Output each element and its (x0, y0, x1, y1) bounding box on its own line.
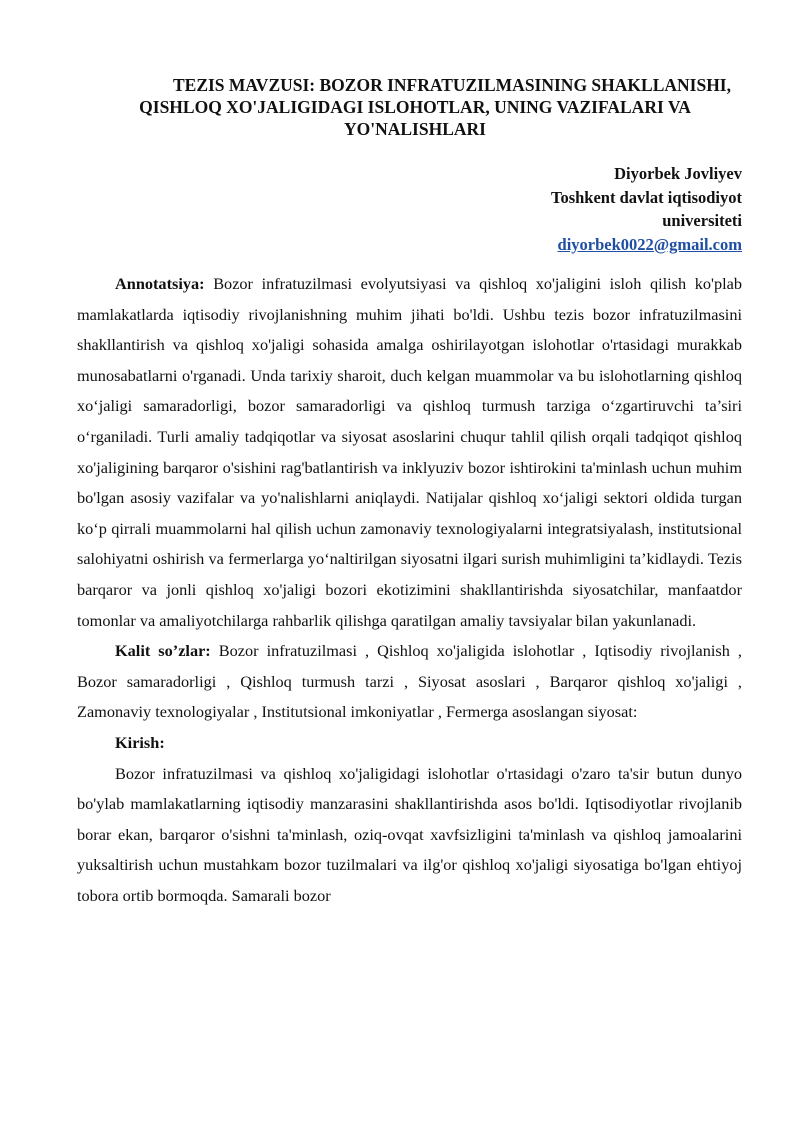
keywords-paragraph (77, 636, 742, 728)
introduction-paragraph: Bozor infratuzilmasi va qishloq xo'jaligidagi islohotlar o'rtasidagi o'zaro ta'sir butun dunyo bo'ylab mamlakatlarning iqtisodiy manzarasini shakllantirishda asos bo'ldi. Iqtisodiyotlar rivojlanib borar ekan, barqaror o'sishni ta'minlash, oziq-ovqat xavfsizligini ta'minlash va qishloq jamoalarini yuksaltirish uchun mustahkam bozor tuzilmalari va ilg'or qishloq xo'jaligi siyosatiga bo'lgan ehtiyoj tobora ortib bormoqda. Samarali bozor (77, 763, 742, 905)
author-affiliation-line-1: Toshkent davlat iqtisodiyot (550, 187, 742, 207)
title-line-2: QISHLOQ XO'JALIGIDAGI ISLOHOTLAR, UNING VAZIFALARI VA (139, 97, 691, 117)
author-email-link[interactable]: diyorbek0022@gmail.com (557, 234, 742, 254)
author-block (551, 162, 742, 256)
title-line-3: YO'NALISHLARI (344, 119, 486, 139)
author-name: Diyorbek Jovliyev (614, 164, 742, 183)
abstract-label: Annotatsiya: (115, 274, 205, 293)
introduction-heading: Kirish: (115, 732, 165, 752)
author-affiliation-line-2: universiteti (662, 211, 742, 230)
paper-body (77, 269, 742, 911)
keywords-text: Bozor infratuzilmasi , Qishloq xo'jaligida islohotlar , Iqtisodiy rivojlanish , Bozor samaradorligi , Qishloq turmush tarzi , Siyosat asoslari , Barqaror qishloq xo'jaligi , Zamonaviy texnologiyalar , Institutsional imkoniyatlar , Fermerga asoslangan siyosat: (77, 641, 742, 722)
title-line-1: TEZIS MAVZUSI: BOZOR INFRATUZILMASINING SHAKLLANISHI, (172, 75, 731, 95)
keywords-label: Kalit so’zlar: (115, 641, 211, 661)
abstract-paragraph (77, 269, 742, 636)
paper-title (95, 74, 735, 140)
abstract-text: Bozor infratuzilmasi evolyutsiyasi va qishloq xo'jaligini isloh qilish ko'plab mamlakatlarda iqtisodiy rivojlanishning muhim jihati bo'ldi. Ushbu tezis bozor infratuzilmasini shakllantirish va qishloq xo'jaligi sohasida amalga oshirilayotgan islohotlar o'rtasidagi murakkab munosabatlarni o'rganadi. Unda tarixiy sharoit, duch kelgan muammolar va bu islohotlarning qishloq xo‘jaligi samaradorligi, bozor samaradorligi va qishloq turmush tarziga o‘zgartiruvchi ta’siri o‘rganiladi. Turli amaliy tadqiqotlar va siyosat asoslarini chuqur tahlil qilish orqali tadqiqot qishloq xo'jaligining barqaror o'sishini rag'batlantirish va inklyuziv bozor ishtirokini ta'minlash uchun muhim bo'lgan asosiy vazifalar va yo'nalishlarni aniqlaydi. Natijalar qishloq xo‘jaligi sektori oldida turgan ko‘p qirrali muammolarni hal qilish uchun zamonaviy texnologiyalarni integratsiyalash, institutsional salohiyatni oshirish va fermerlarga yo‘naltirilgan siyosatni ilgari surish muhimligini ta’kidlaydi. Tezis barqaror va jonli qishloq xo'jaligi bozori ekotizimini shakllantirishda siyosatchilar, manfaatdor tomonlar va amaliyotchilarga rahbarlik qilishga qaratilgan amaliy tavsiyalar bilan yakunlanadi. (77, 274, 742, 630)
